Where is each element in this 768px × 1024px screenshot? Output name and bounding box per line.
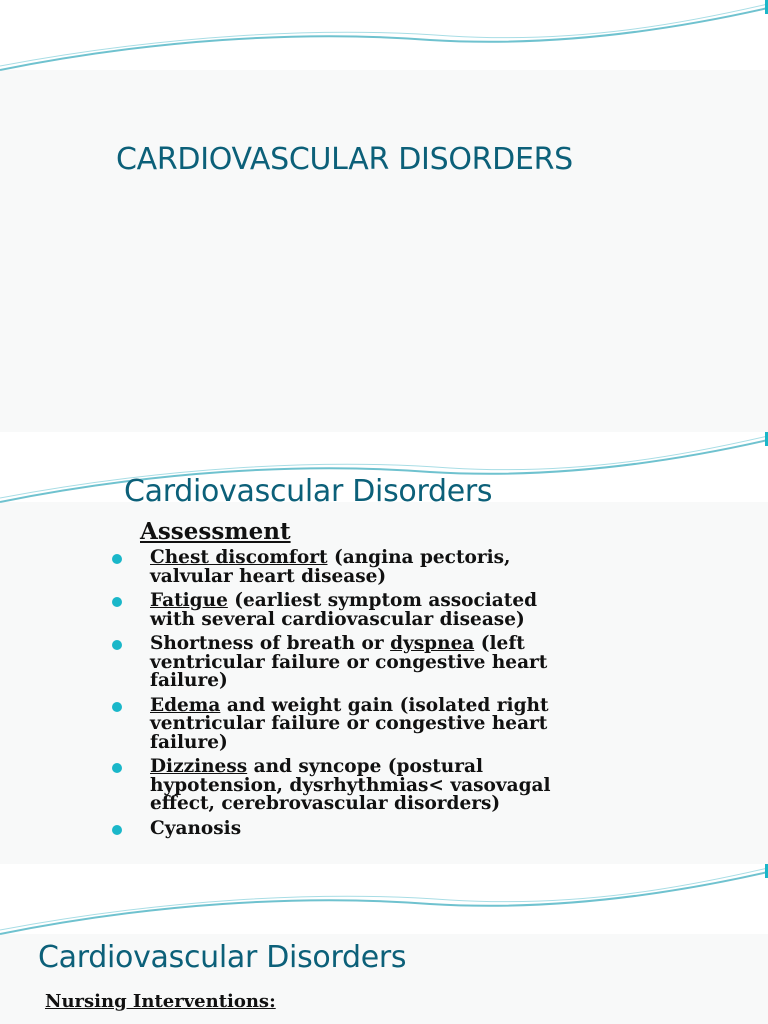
- list-item: [112, 592, 582, 629]
- bullet-dot-icon: [112, 825, 122, 835]
- slide-nursing-interventions: [0, 864, 768, 1024]
- list-item: [112, 635, 582, 691]
- bullet-term: dyspnea: [390, 633, 475, 654]
- slide-title-text: Cardiovascular Disorders: [38, 940, 407, 975]
- list-item: [112, 758, 582, 814]
- bullet-term: Edema: [150, 694, 221, 716]
- slide-title-text: CARDIOVASCULAR DISORDERS: [116, 142, 573, 177]
- bullet-term: Fatigue: [150, 590, 228, 611]
- slide-title-text: Cardiovascular Disorders: [124, 474, 493, 509]
- list-item: [112, 549, 582, 586]
- bullet-dot-icon: [112, 640, 122, 650]
- bullet-dot-icon: [112, 554, 122, 564]
- section-subheading: Assessment: [140, 518, 291, 545]
- wave-decoration: [0, 864, 768, 944]
- bullet-text: (earliest symptom associated with several cardiovascular disease): [150, 590, 538, 630]
- section-subheading: Nursing Interventions:: [45, 991, 276, 1012]
- bullet-dot-icon: [112, 763, 122, 773]
- bullet-text: and weight gain (isolated right ventricular failure or congestive heart failure): [150, 694, 549, 753]
- bullet-term: Dizziness: [150, 756, 248, 777]
- list-item: [112, 817, 582, 839]
- wave-decoration: [0, 0, 768, 80]
- bullet-term: Chest discomfort: [150, 547, 328, 568]
- bullet-text: (left ventricular failure or congestive heart failure): [150, 633, 548, 691]
- bullet-dot-icon: [112, 597, 122, 607]
- bullet-text: (angina pectoris, valvular heart disease): [150, 547, 511, 587]
- bullet-text: Shortness of breath or: [150, 633, 391, 654]
- bullet-dot-icon: [112, 702, 122, 712]
- bullet-text: Cyanosis: [150, 817, 242, 839]
- slide-title: [0, 0, 768, 432]
- bullet-list: [112, 549, 582, 844]
- slide-assessment: [0, 432, 768, 864]
- list-item: [112, 694, 582, 753]
- bullet-text: and syncope (postural hypotension, dysrhythmias< vasovagal effect, cerebrovascular disorders): [150, 756, 551, 814]
